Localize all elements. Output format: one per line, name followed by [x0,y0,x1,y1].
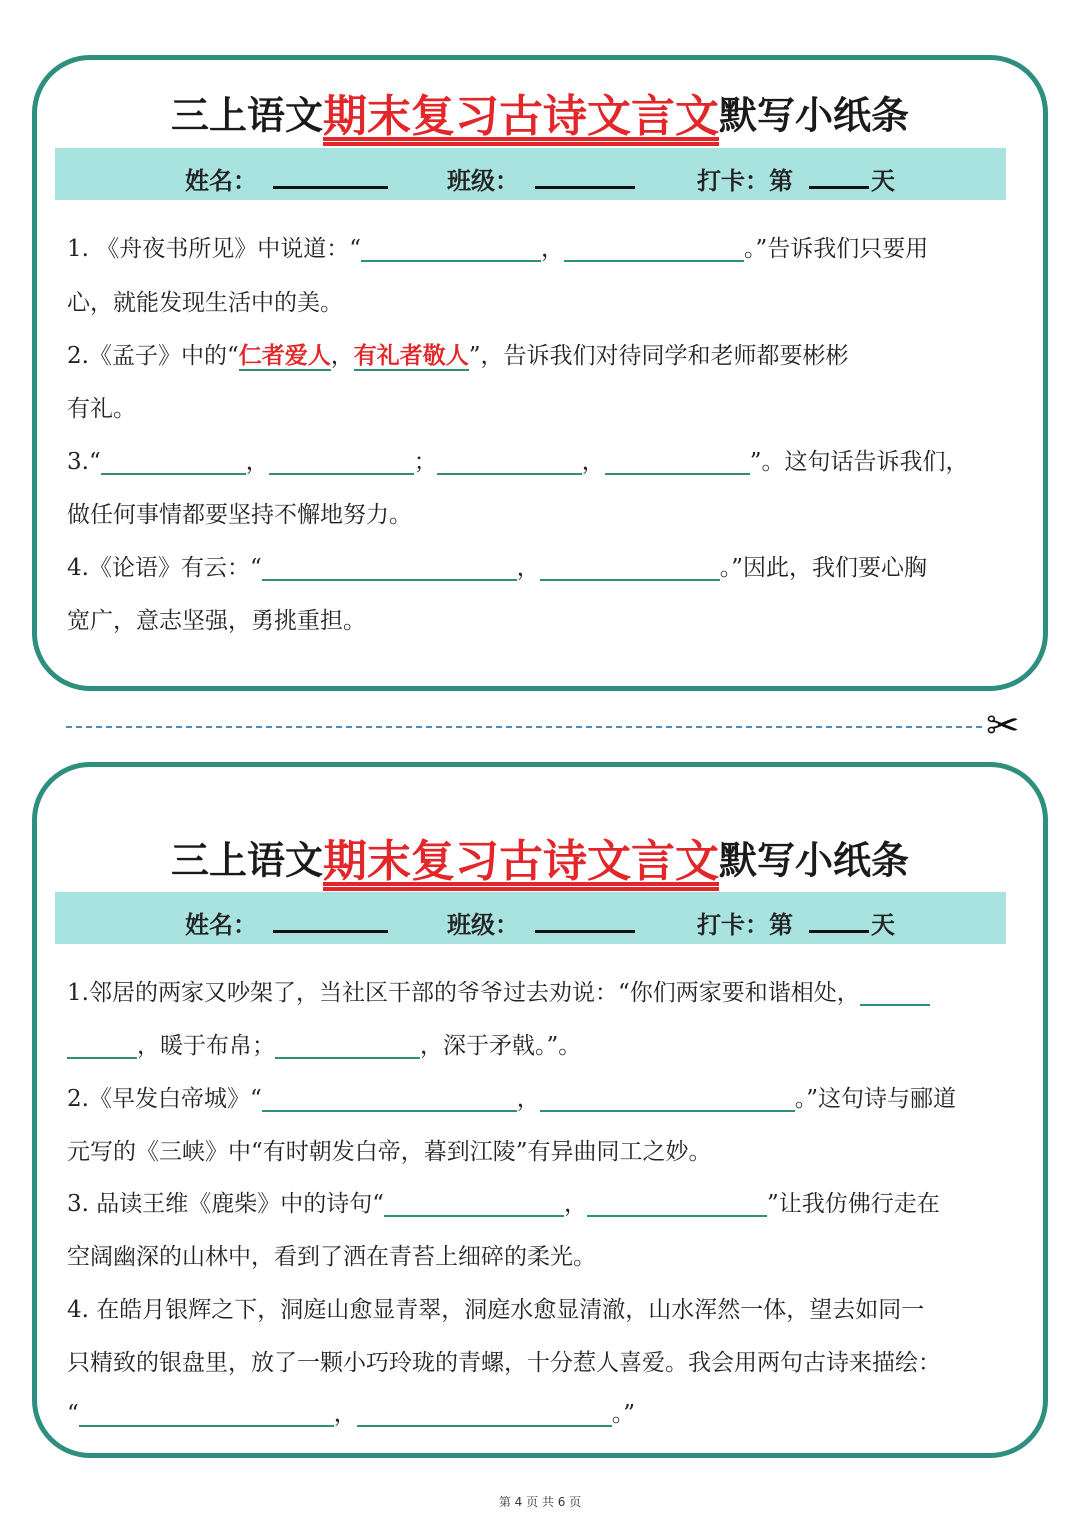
day-suffix: 天 [871,167,895,195]
answer-blank[interactable] [384,1195,564,1217]
card-title [37,825,1043,889]
title-suffix: 默写小纸条 [719,93,910,138]
answer-blank[interactable] [101,453,246,475]
checkin-label: 打卡：第 [697,911,793,939]
answer-blank[interactable] [587,1195,767,1217]
title-suffix: 默写小纸条 [719,838,910,883]
question-1: 1. 《舟夜书所见》中说道：“ ， 。”告诉我们只要用 [67,236,929,262]
answer-blank[interactable] [540,1090,795,1112]
filled-answer: 仁者爱人 [238,343,331,369]
answer-blank[interactable] [275,1037,420,1059]
name-blank[interactable] [273,930,388,933]
question-2: 2.《早发白帝城》“ ， 。”这句诗与郦道 [67,1086,956,1112]
title-prefix: 三上语文 [170,93,323,138]
answer-blank[interactable] [361,240,541,262]
class-blank[interactable] [535,930,635,933]
card-title [37,80,1043,144]
class-label: 班级： [447,911,519,939]
question-4: 4.《论语》有云：“ ， 。”因此，我们要心胸 [67,555,927,581]
title-highlight: 期末复习古诗文言文 [323,836,719,887]
worksheet-card-2 [32,762,1048,1458]
question-1-line-2: 心，就能发现生活中的美。 [67,290,343,316]
question-3-line-2: 做任何事情都要坚持不懈地努力。 [67,502,412,528]
answer-blank[interactable] [79,1405,334,1427]
answer-blank[interactable] [357,1405,612,1427]
answer-blank[interactable] [67,1037,137,1059]
question-2: 2.《孟子》中的“仁者爱人，有礼者敬人”，告诉我们对待同学和老师都要彬彬 [67,343,849,369]
answer-blank[interactable] [437,453,582,475]
student-info-bar [55,892,1006,944]
question-2-line-2: 元写的《三峡》中“有时朝发白帝，暮到江陵”有异曲同工之妙。 [67,1139,712,1165]
question-3-line-2: 空阔幽深的山林中，看到了洒在青苔上细碎的柔光。 [67,1244,596,1270]
name-label: 姓名： [185,167,257,195]
question-1: 1.邻居的两家又吵架了，当社区干部的爷爷过去劝说：“你们两家要和谐相处， [67,980,1027,1006]
filled-answer: 有礼者敬人 [353,343,469,369]
day-suffix: 天 [871,911,895,939]
page-footer: 第 4 页 共 6 页 [498,1495,582,1509]
day-blank[interactable] [809,186,869,189]
name-blank[interactable] [273,186,388,189]
answer-blank[interactable] [564,240,744,262]
class-label: 班级： [447,167,519,195]
checkin-label: 打卡：第 [697,167,793,195]
answer-blank[interactable] [262,559,517,581]
scissors-icon: ✂ [986,703,1020,749]
cut-line [66,726,982,728]
question-4-line-2: 宽广，意志坚强，勇挑重担。 [67,608,366,634]
question-4-line-2: 只精致的银盘里，放了一颗小巧玲珑的青螺，十分惹人喜爱。我会用两句古诗来描绘： [67,1350,941,1376]
question-4: 4. 在皓月银辉之下，洞庭山愈显青翠，洞庭水愈显清澈，山水浑然一体，望去如同一 [67,1297,925,1323]
question-1-line-2: ，暖于布帛； ，深于矛戟。”。 [67,1033,1027,1059]
title-prefix: 三上语文 [170,838,323,883]
answer-blank[interactable] [269,453,414,475]
student-info-bar [55,148,1006,200]
class-blank[interactable] [535,186,635,189]
day-blank[interactable] [809,930,869,933]
question-3: 3.“ ， ； ， ”。这句话告诉我们， [67,449,969,475]
answer-blank[interactable] [860,984,930,1006]
question-3: 3. 品读王维《鹿柴》中的诗句“ ， ”让我仿佛行走在 [67,1191,940,1217]
question-4-line-3: “ ， 。” [67,1401,636,1427]
worksheet-card-1 [32,55,1048,691]
title-highlight: 期末复习古诗文言文 [323,91,719,142]
answer-blank[interactable] [262,1090,517,1112]
question-2-line-2: 有礼。 [67,396,136,422]
answer-blank[interactable] [605,453,750,475]
answer-blank[interactable] [540,559,720,581]
name-label: 姓名： [185,911,257,939]
